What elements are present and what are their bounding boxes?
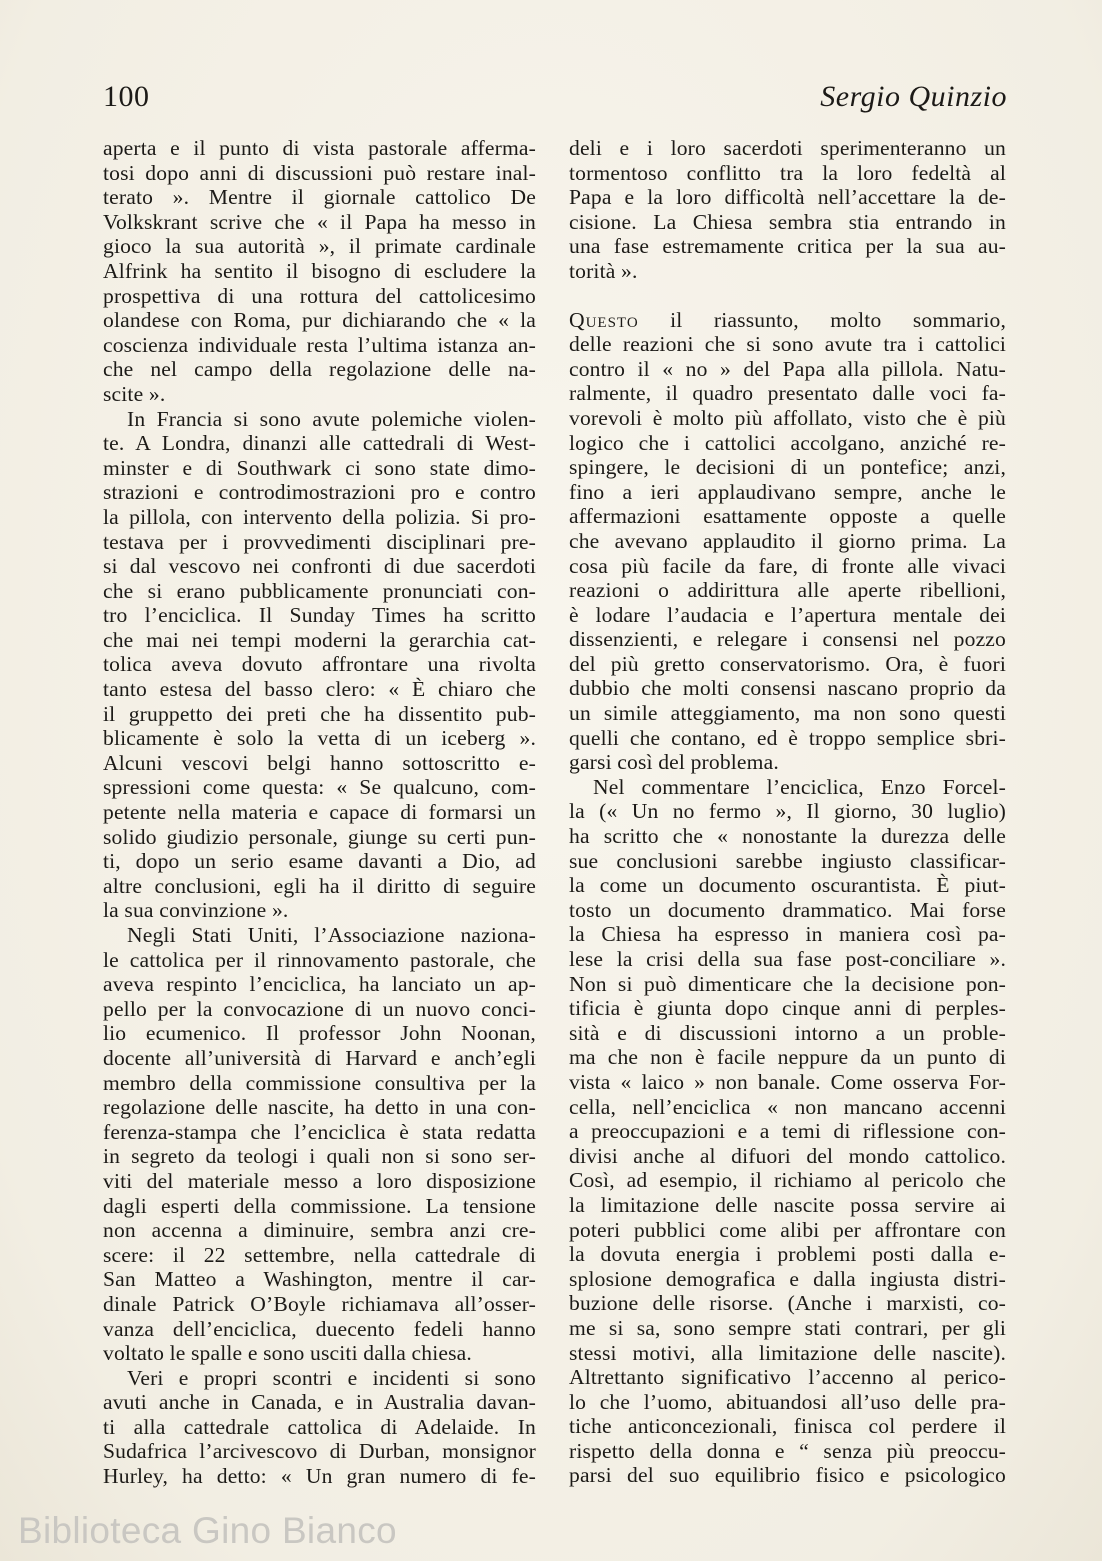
text-line: membro della commissione consultiva per la <box>103 1070 536 1095</box>
text-line: Nel commentare l’enciclica, Enzo Forcel- <box>593 774 1006 799</box>
text-line: ma che non è facile neppure da un punto di <box>569 1045 1006 1070</box>
text-line: Alcuni vescovi belgi hanno sottoscritto e- <box>103 750 536 775</box>
text-line: tificia è giunta dopo cinque anni di perples- <box>569 996 1006 1021</box>
text-line: si dal vescovo nei confronti di due sacerdoti <box>103 554 536 579</box>
running-head-author: Sergio Quinzio <box>820 80 1007 113</box>
text-line: tolica aveva dovuto affrontare una rivolta <box>103 652 536 677</box>
text-line: a preoccupazioni e a temi di riflessione con- <box>569 1119 1006 1144</box>
text-line: lo che l’uomo, abituandosi all’uso delle pra- <box>569 1389 1006 1414</box>
text-line: Hurley, ha detto: « Un gran numero di fe- <box>103 1464 536 1489</box>
text-line: del più gretto conservatorismo. Ora, è fuori <box>569 651 1006 676</box>
text-line: la sua convinzione ». <box>103 898 289 923</box>
text-line: garsi così del problema. <box>569 750 779 775</box>
text-line: un simile atteggiamento, ma non sono questi <box>569 701 1006 726</box>
text-line: Non si può dimenticare che la decisione pon- <box>569 971 1006 996</box>
page-number: 100 <box>103 80 150 113</box>
text-line: spressioni come questa: « Se qualcuno, com- <box>103 775 536 800</box>
text-line: non accenna a diminuire, sembra anzi cre- <box>103 1218 536 1243</box>
text-line: petente nella materia e capace di formarsi un <box>103 800 536 825</box>
text-line: Alfrink ha sentito il bisogno di escludere la <box>103 258 536 283</box>
page-header <box>103 80 1007 120</box>
text-line: pello per la convocazione di un nuovo conci- <box>103 996 536 1021</box>
text-line: aveva respinto l’enciclica, ha lanciato un ap- <box>103 972 536 997</box>
text-line: sità e di discussioni intorno a un proble- <box>569 1020 1006 1045</box>
text-line: le cattolica per il rinnovamento pastorale, che <box>103 947 536 972</box>
text-line: logico che i cattolici accolgano, anziché re- <box>569 430 1006 455</box>
text-line: una fase estremamente critica per la sua au- <box>569 234 1006 259</box>
text-line: gioco la sua autorità », il primate cardinale <box>103 234 536 259</box>
text-line: prospettiva di una rottura del cattolicesimo <box>103 283 536 308</box>
text-line: terato ». Mentre il giornale cattolico De <box>103 185 536 210</box>
text-line: sue conclusioni sarebbe ingiusto classificar- <box>569 848 1006 873</box>
text-line <box>569 308 1006 333</box>
text-line: dubbio che molti consensi nascano proprio da <box>569 676 1006 701</box>
text-line: Negli Stati Uniti, l’Associazione naziona- <box>127 923 536 947</box>
text-line: dinale Patrick O’Boyle richiamava all’osser- <box>103 1291 536 1316</box>
text-line: contro il « no » del Papa alla pillola. Natu- <box>569 356 1006 381</box>
text-line: Sudafrica l’arcivescovo di Durban, monsignor <box>103 1439 536 1464</box>
text-line: tosi dopo anni di discussioni può restare inal- <box>103 160 536 185</box>
text-line: reazioni o addirittura alle aperte ribellioni, <box>569 578 1006 603</box>
small-caps-lead: Questo <box>569 307 639 332</box>
text-line: coscienza individuale resta l’ultima istanza an- <box>103 332 536 357</box>
text-line: lio ecumenico. Il professor John Noonan, <box>103 1021 536 1046</box>
text-line: quelli che contano, ed è troppo semplice sbri- <box>569 725 1006 750</box>
text-line: ti alla cattedrale cattolica di Adelaide. In <box>103 1414 536 1439</box>
text-line: me si sa, sono sempre stati contrari, per gli <box>569 1315 1006 1340</box>
text-line: scere: il 22 settembre, nella cattedrale di <box>103 1242 536 1267</box>
text-line: che si erano pubblicamente pronunciati con- <box>103 578 536 603</box>
text-line: poteri pubblici come alibi per affrontare con <box>569 1217 1006 1242</box>
text-line: la limitazione delle nascite possa servire ai <box>569 1192 1006 1217</box>
text-line: voltato le spalle e sono usciti dalla chiesa. <box>103 1341 472 1366</box>
text-line: testava per i provvedimenti disciplinari pre- <box>103 529 536 554</box>
text-line: la dovuta energia i problemi posti dalla e- <box>569 1242 1006 1267</box>
text-line: In Francia si sono avute polemiche violen- <box>127 406 536 431</box>
text-line: dissenzienti, e relegare i consensi nel pozzo <box>569 627 1006 652</box>
text-line: buzione delle risorse. (Anche i marxisti, co- <box>569 1291 1006 1316</box>
text-line: vorevoli è molto più affollato, visto che è più <box>569 405 1006 430</box>
text-line: Così, ad esempio, il richiamo al pericolo che <box>569 1168 1006 1193</box>
text-line: solido giudizio personale, giunge su certi pun- <box>103 824 536 849</box>
text-line: tiche anticoncezionali, finisca col perdere il <box>569 1414 1006 1439</box>
text-line: che mai nei tempi moderni la gerarchia cat- <box>103 627 536 652</box>
text-line: splosione demografica e dalla ingiusta distri- <box>569 1266 1006 1291</box>
text-line: docente all’università di Harvard e anch’egli <box>103 1045 536 1070</box>
text-line: la Chiesa ha espresso in maniera così pa- <box>569 922 1006 947</box>
text-line: che nel campo della regolazione delle na- <box>103 357 536 382</box>
text-line: vista « laico » non banale. Come osserva For- <box>569 1069 1006 1094</box>
text-line: San Matteo a Washington, mentre il car- <box>103 1267 536 1292</box>
text-line: in segreto da teologi i quali non si sono ser- <box>103 1144 536 1169</box>
library-watermark: Biblioteca Gino Bianco <box>18 1510 397 1551</box>
text-line: affermazioni esattamente opposte a quelle <box>569 504 1006 529</box>
text-line: aperta e il punto di vista pastorale afferma- <box>103 136 536 160</box>
text-line: altre conclusioni, egli ha il diritto di seguire <box>103 873 536 898</box>
text-line: deli e i loro sacerdoti sperimenteranno un <box>569 136 1006 160</box>
text-line: la (« Un no fermo », Il giorno, 30 luglio) <box>569 799 1006 824</box>
text-line: Veri e propri scontri e incidenti si sono <box>127 1365 536 1390</box>
text-line: ralmente, il quadro presentato dalle voci fa- <box>569 381 1006 406</box>
text-line: vanza dell’enciclica, duecento fedeli hanno <box>103 1316 536 1341</box>
text-line: spingere, le decisioni di un pontefice; anzi, <box>569 455 1006 480</box>
text-line: è lodare l’audacia e l’apertura mentale dei <box>569 602 1006 627</box>
text-line: viti del materiale messo a loro disposizione <box>103 1168 536 1193</box>
text-line: tormentoso conflitto tra la loro fedeltà al <box>569 160 1006 185</box>
text-line: rispetto della donna e “ senza più preoccu- <box>569 1438 1006 1463</box>
text-line: Papa e la loro difficoltà nell’accettare la de- <box>569 185 1006 210</box>
text-line: la come un documento oscurantista. È piut- <box>569 873 1006 898</box>
text-line: il gruppetto dei preti che ha dissentito pub- <box>103 701 536 726</box>
text-line: parsi del suo equilibrio fisico e psicologico <box>569 1463 1006 1488</box>
text-line: olandese con Roma, pur dichiarando che « la <box>103 308 536 333</box>
text-line: Volkskrant scrive che « il Papa ha messo in <box>103 209 536 234</box>
text-line: blicamente è solo la vetta di un iceberg ». <box>103 726 536 751</box>
text-line: strazioni e controdimostrazioni pro e contro <box>103 480 536 505</box>
text-line: ferenza-stampa che l’enciclica è stata redatta <box>103 1119 536 1144</box>
text-line: tosto un documento drammatico. Mai forse <box>569 897 1006 922</box>
text-line: cisione. La Chiesa sembra stia entrando in <box>569 209 1006 234</box>
text-line: regolazione delle nascite, ha detto in una con- <box>103 1095 536 1120</box>
text-line: stessi motivi, alla limitazione delle nascite). <box>569 1340 1006 1365</box>
text-line: che avevano applaudito il giorno prima. La <box>569 528 1006 553</box>
text-line: torità ». <box>569 258 638 283</box>
text-line: lese la crisi della sua fase post-conciliare ». <box>569 947 1006 971</box>
text-line: ha scritto che « nonostante la durezza delle <box>569 824 1006 849</box>
text-line: scite ». <box>103 381 166 406</box>
text-line: tanto estesa del basso clero: « È chiaro che <box>103 677 536 702</box>
text-line-rest: il riassunto, molto sommario, <box>638 307 1006 332</box>
right-text-column <box>569 136 1006 1488</box>
left-text-column <box>103 136 536 1489</box>
text-line: tro l’enciclica. Il Sunday Times ha scritto <box>103 603 536 628</box>
paragraph-gap <box>569 284 1006 308</box>
text-line: Altrettanto significativo l’accenno al perico- <box>569 1365 1006 1390</box>
text-line: cella, nell’enciclica « non mancano accenni <box>569 1094 1006 1119</box>
text-line: ti, dopo un serio esame davanti a Dio, ad <box>103 849 536 874</box>
text-line: fino a ieri applaudivano sempre, anche le <box>569 479 1006 504</box>
text-line: cosa più facile da fare, di fronte alle vivaci <box>569 553 1006 578</box>
text-line: te. A Londra, dinanzi alle cattedrali di West- <box>103 431 536 456</box>
text-line: dagli esperti della commissione. La tensione <box>103 1193 536 1218</box>
text-line: minster e di Southwark ci sono state dimo- <box>103 455 536 480</box>
text-line: la pillola, con intervento della polizia. Si pro- <box>103 504 536 529</box>
text-line: divisi anche al difuori del mondo cattolico. <box>569 1143 1006 1168</box>
text-line: delle reazioni che si sono avute tra i cattolici <box>569 332 1006 357</box>
text-line: avuti anche in Canada, e in Australia davan- <box>103 1390 536 1415</box>
